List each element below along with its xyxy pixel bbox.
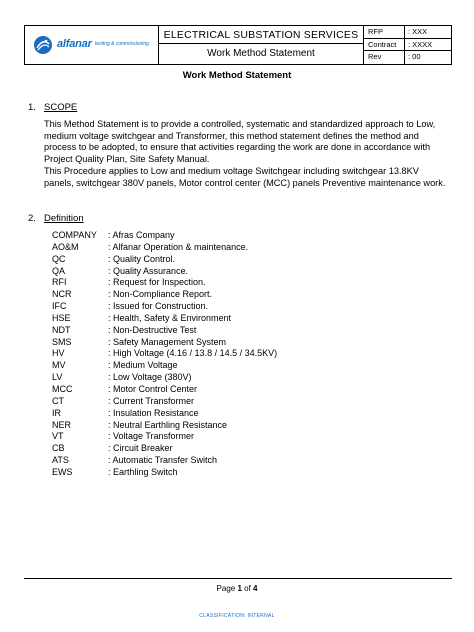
- field-rev: Rev : 00: [368, 52, 421, 62]
- doc-type: Work Method Statement: [207, 48, 315, 59]
- footer-divider: [24, 578, 452, 579]
- scope-paragraph-2: This Procedure applies to Low and medium voltage Switchgear including switchgear 13.8KV panels, switchgear 380V panels, Motor control center (MCC) panels Preventive maintenance work.: [44, 166, 446, 188]
- header-title-cell: [159, 26, 364, 64]
- field-contract: Contract : XXXX: [364, 39, 451, 52]
- page-number: Page 1 of 4: [216, 584, 258, 593]
- page-title: Work Method Statement: [182, 70, 292, 81]
- field-rfp: RFP : XXX: [364, 26, 451, 39]
- company-line: ELECTRICAL SUBSTATION SERVICES: [159, 26, 363, 44]
- logo-subtitle: testing & commissioning: [95, 41, 149, 47]
- classification-label: CLASSIFICATION: INTERNAL: [199, 613, 275, 619]
- document-header: [24, 25, 452, 65]
- logo-wordmark: alfanar: [57, 38, 92, 50]
- section-heading-scope: SCOPE: [44, 102, 78, 113]
- section-number: 2.: [28, 213, 36, 224]
- section-heading-definition: Definition: [44, 213, 84, 224]
- alfanar-logo-icon: [33, 35, 53, 55]
- logo-cell: [25, 26, 159, 64]
- section-number: 1.: [28, 102, 36, 113]
- scope-paragraph-1: This Method Statement is to provide a controlled, systematic and standardized approach to Low, medium voltage switchgear and Transformer, this method statement defines the method and process to be adopted, to ensure that activities regarding the work are done in accordance with Project Quality Plan, Site Safety Manual.: [44, 119, 436, 164]
- header-fields: [364, 26, 451, 64]
